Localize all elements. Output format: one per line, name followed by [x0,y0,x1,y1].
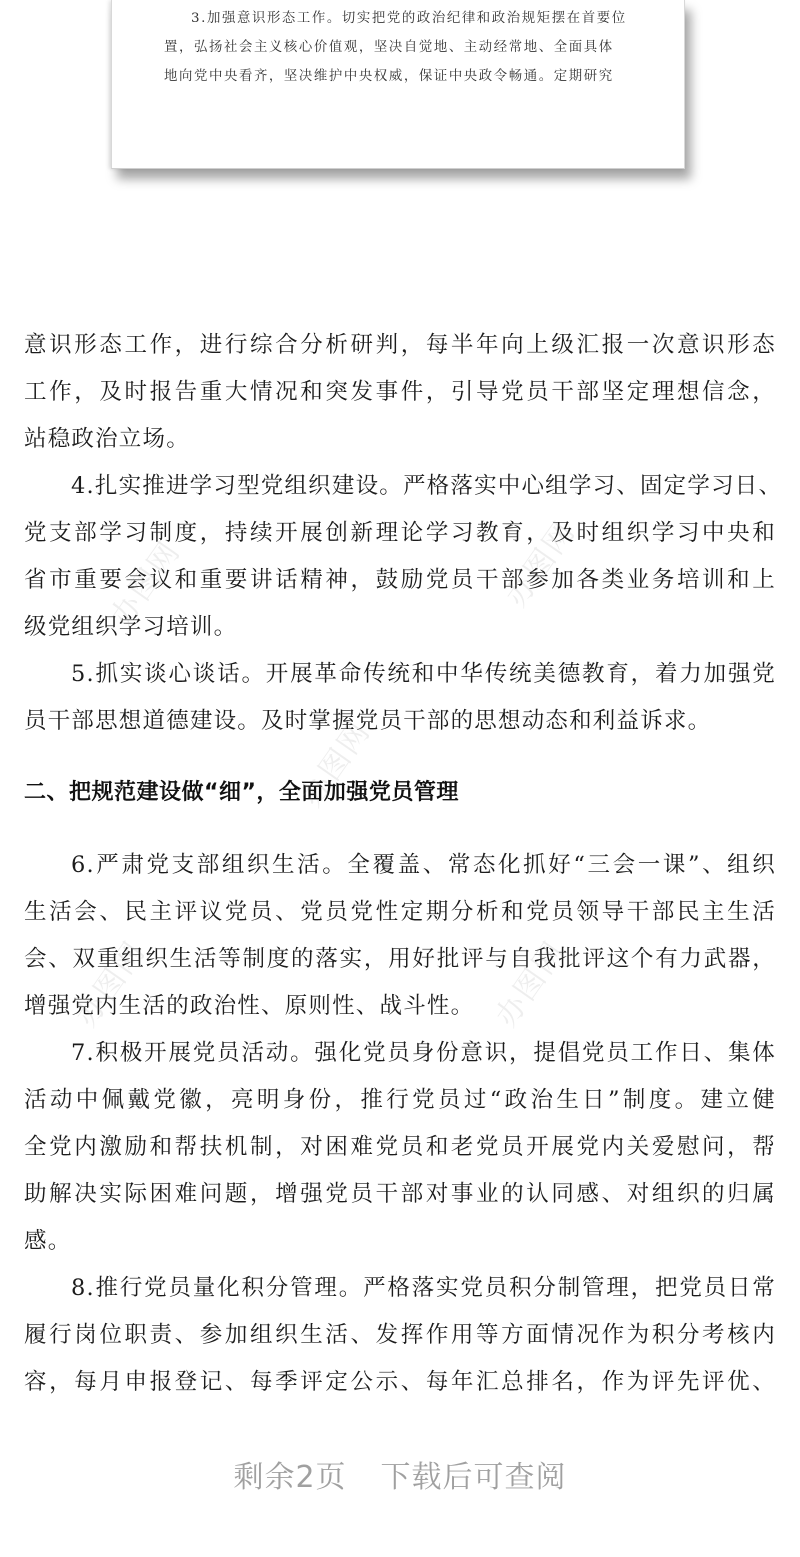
paragraph-8 [24,1265,776,1406]
text-line: 活动中佩戴党徽，亮明身份，推行党员过“政治生日”制度。建立健 [24,1087,776,1113]
text-line: 会、双重组织生活等制度的落实，用好批评与自我批评这个有力武器， [24,946,776,972]
preview-line: 3.加强意识形态工作。切实把党的政治纪律和政治规矩摆在首要位 [191,11,627,26]
spacer [24,745,776,769]
text-line: 容，每月申报登记、每季评定公示、每年汇总排名，作为评先评优、 [24,1369,776,1395]
text-line: 工作，及时报告重大情况和突发事件，引导党员干部坚定理想信念， [24,379,776,405]
paragraph-6 [24,842,776,1030]
text-line: 助解决实际困难问题，增强党员干部对事业的认同感、对组织的归属 [24,1181,776,1207]
text-line: 级党组织学习培训。 [24,614,238,640]
text-line: 党支部学习制度，持续开展创新理论学习教育，及时组织学习中央和 [24,520,776,546]
paragraph-4 [24,463,783,651]
preview-line: 置，弘扬社会主义核心价值观，坚决自觉地、主动经常地、全面具体 [164,40,614,55]
text-line: 增强党内生活的政治性、原则性、战斗性。 [24,993,475,1019]
text-line: 4.扎实推进学习型党组织建设。严格落实中心组学习、固定学习日、 [71,473,783,499]
text-line: 感。 [24,1228,72,1254]
watermark: 办图网 [104,534,188,634]
text-line: 7.积极开展党员活动。强化党员身份意识，提倡党员工作日、集体 [71,1040,776,1066]
page-preview-text [164,4,634,91]
text-line: 8.推行党员量化积分管理。严格落实党员积分制管理，把党员日常 [71,1275,776,1301]
page-preview-card [111,0,685,169]
remaining-pages-label: 剩余2页 [233,1460,347,1495]
download-to-view-label: 下载后可查阅 [380,1460,567,1495]
text-line: 站稳政治立场。 [24,426,190,452]
text-line: 6.严肃党支部组织生活。全覆盖、常态化抓好“三会一课”、组织 [71,852,776,878]
text-line: 生活会、民主评议党员、党员党性定期分析和党员领导干部民主生活 [24,899,776,925]
section-heading: 二、把规范建设做“细”，全面加强党员管理 [24,780,459,805]
text-line: 5.抓实谈心谈话。开展革命传统和中华传统美德教育，着力加强党 [71,661,776,687]
document-body [24,322,783,1406]
watermark: 办图网 [499,514,583,614]
text-line: 省市重要会议和重要讲话精神，鼓励党员干部参加各类业务培训和上 [24,567,776,593]
text-line: 全党内激励和帮扶机制，对困难党员和老党员开展党内关爱慰问，帮 [24,1134,776,1160]
download-prompt[interactable] [0,1452,800,1496]
spacer [24,816,776,842]
text-line: 履行岗位职责、参加组织生活、发挥作用等方面情况作为积分考核内 [24,1322,776,1348]
paragraph-7 [24,1030,776,1265]
paragraph-5 [24,651,776,745]
paragraph-3-continued [24,322,776,463]
watermark: 办图网 [69,934,153,1034]
text-line: 意识形态工作，进行综合分析研判，每半年向上级汇报一次意识形态 [24,332,776,358]
watermark: 办图网 [489,934,573,1034]
preview-line: 地向党中央看齐，坚决维护中央权威，保证中央政令畅通。定期研究 [164,69,614,84]
text-line: 员干部思想道德建设。及时掌握党员干部的思想动态和利益诉求。 [24,708,712,734]
watermark: 办图网 [294,714,378,814]
